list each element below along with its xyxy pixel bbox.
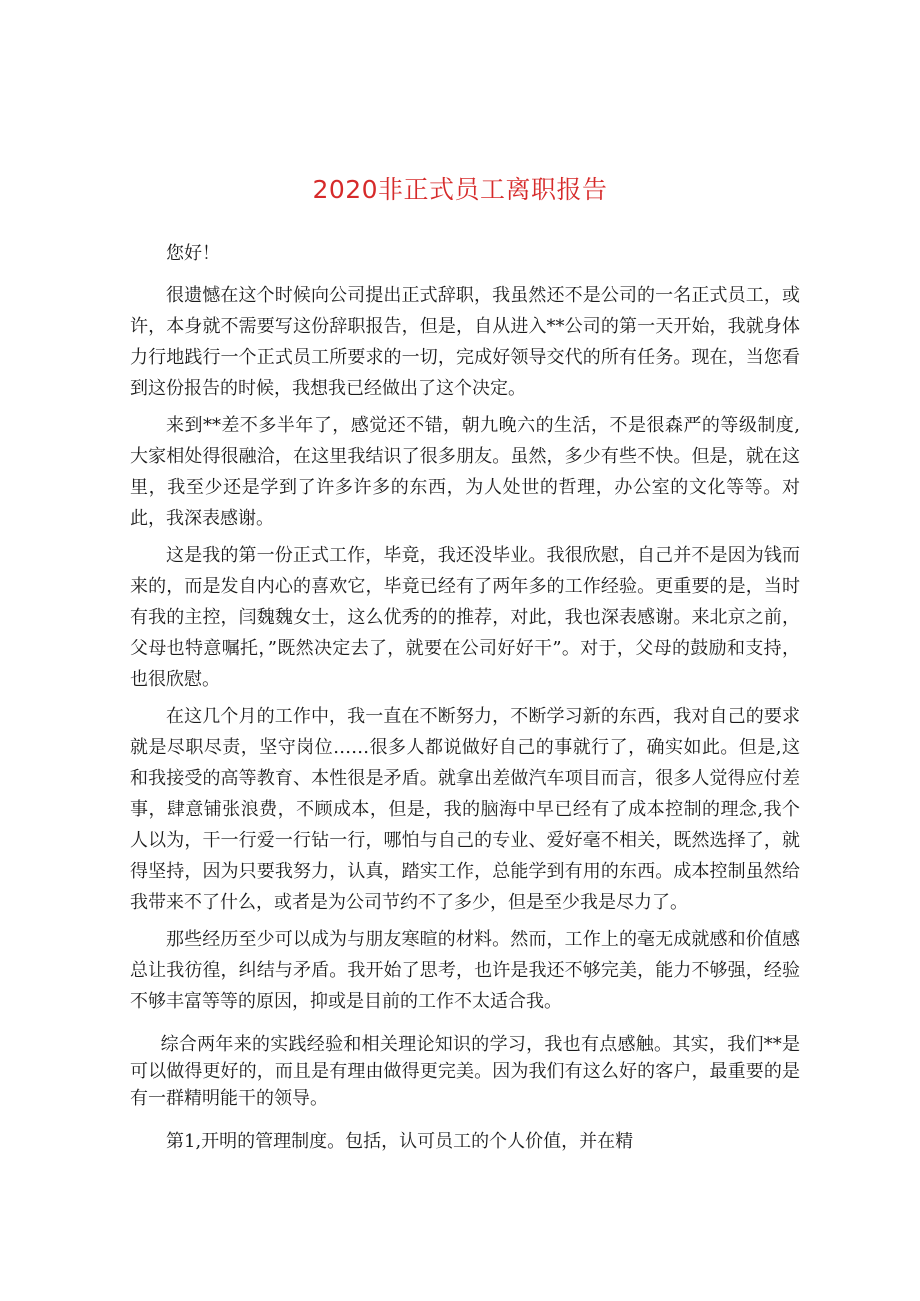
greeting: 您好！ xyxy=(166,243,220,264)
list-item-first: 第1,开明的管理制度。包括，认可员工的个人价值，并在精 xyxy=(166,1131,634,1152)
paragraph-summary: 综合两年来的实践经验和相关理论知识的学习，我也有点感触。其实，我们**是可以做得更好的，而且是有理由做得更完美。因为我们有这么好的客户，最重要的是有一群精明能干的领导。 xyxy=(130,1034,800,1109)
paragraph-reflection: 那些经历至少可以成为与朋友寒暄的材料。然而，工作上的毫无成就感和价值感总让我彷徨，纠结与矛盾。我开始了思考，也许是我还不够完美，能力不够强，经验不够丰富等等的原因，抑或是目前的工作不太适合我。 xyxy=(130,929,800,1012)
document-title: 2020非正式员工离职报告 xyxy=(312,175,608,204)
paragraph-resignation-intro: 很遗憾在这个时候向公司提出正式辞职，我虽然还不是公司的一名正式员工，或许，本身就不需要写这份辞职报告，但是，自从进入**公司的第一天开始，我就身体力行地践行一个正式员工所要求的一切，完成好领导交代的所有任务。现在，当您看到这份报告的时候，我想我已经做出了这个决定。 xyxy=(130,285,800,399)
paragraph-first-job: 这是我的第一份正式工作，毕竟，我还没毕业。我很欣慰，自己并不是因为钱而来的，而是发自内心的喜欢它，毕竟已经有了两年多的工作经验。更重要的是，当时有我的主控，闫魏魏女士，这么优秀的的推荐，对此，我也深表感谢。来北京之前，父母也特意嘱托，”既然决定去了，就要在公司好好干”。对于，父母的鼓励和支持，也很欣慰。 xyxy=(130,545,800,690)
paragraph-work-effort: 在这几个月的工作中，我一直在不断努力，不断学习新的东西，我对自己的要求就是尽职尽责，坚守岗位……很多人都说做好自己的事就行了，确实如此。但是,这和我接受的高等教育、本性很是矛盾。就拿出差做汽车项目而言，很多人觉得应付差事，肆意铺张浪费，不顾成本，但是，我的脑海中早已经有了成本控制的理念,我个人以为，干一行爱一行钻一行，哪怕与自己的专业、爱好毫不相关，既然选择了，就得坚持，因为只要我努力，认真，踏实工作，总能学到有用的东西。成本控制虽然给我带来不了什么，或者是为公司节约不了多少，但是至少我是尽力了。 xyxy=(130,706,800,913)
paragraph-half-year: 来到**差不多半年了，感觉还不错，朝九晚六的生活，不是很森严的等级制度,大家相处得很融洽，在这里我结识了很多朋友。虽然，多少有些不快。但是，就在这里，我至少还是学到了许多许多的东西，为人处世的哲理，办公室的文化等等。对此，我深表感谢。 xyxy=(130,415,800,529)
document-body xyxy=(130,238,800,1157)
